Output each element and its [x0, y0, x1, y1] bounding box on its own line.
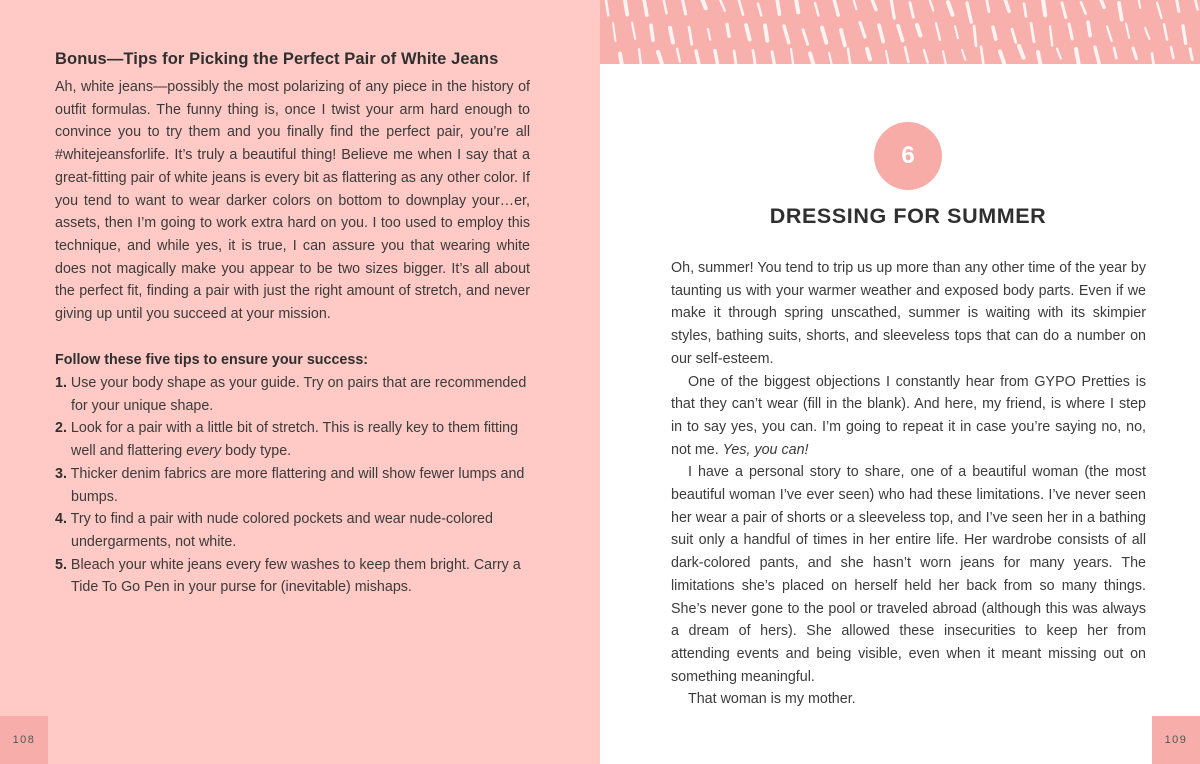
- body-text: One of the biggest objections I constantly hear from GYPO Pretties is that they can’t wear (fill in the blank). And here, my friend, is where I step in to say yes, you can. I’m going to repeat it in case you’re saying no, no, not me.: [671, 373, 1146, 458]
- brushstroke-mark: [1057, 48, 1061, 58]
- brushstroke-mark: [986, 0, 989, 12]
- brushstroke-mark: [1145, 28, 1150, 39]
- brushstroke-mark: [1081, 2, 1086, 13]
- tips-heading: Follow these five tips to ensure your success:: [55, 352, 369, 368]
- brushstroke-mark: [625, 0, 627, 14]
- body-paragraph: [671, 371, 1146, 462]
- brushstroke-mark: [784, 26, 789, 43]
- brushstroke-mark: [860, 23, 865, 37]
- brushstroke-mark: [1126, 24, 1129, 38]
- tip-item: [55, 372, 530, 417]
- brushstroke-mark: [1190, 49, 1192, 60]
- brushstroke-mark: [829, 53, 832, 64]
- brushstroke-mark: [1114, 48, 1116, 58]
- sidebar-intro: [55, 76, 530, 326]
- brushstroke-mark: [777, 0, 779, 14]
- brushstroke-pattern: [600, 0, 1200, 64]
- tip-text: Bleach your white jeans every few washes to keep them bright. Carry a Tide To Go Pen in your purse for (inevitable) mishaps.: [70, 556, 521, 596]
- brushstroke-mark: [639, 49, 641, 64]
- brushstroke-mark: [955, 26, 958, 38]
- brushstroke-mark: [1119, 3, 1122, 20]
- brushstroke-mark: [606, 0, 608, 15]
- brushstroke-mark: [803, 30, 808, 45]
- brushstroke-mark: [891, 0, 894, 18]
- brushstroke-mark: [848, 49, 851, 64]
- brushstroke-mark: [765, 25, 767, 40]
- body-paragraph: I have a personal story to share, one of a beautiful woman (the most beautiful woman I’ve ever seen) who had these limitations. I’ve never seen her wear a pair of shorts or a sleeveless top, and I’ve seen her in a bathing suit only a handful of times in her entire life. Her wardrobe consists of all dark-colored pants, and she hasn’t worn jeans for many years. The limitations she’s placed on herself held her back from so many things. She’s never gone to the pool or traveled abroad (although this was always a dream of hers). She allowed these insecurities to keep her from attending events and being visible, even when it meant missing out on something meaningful.: [671, 464, 1146, 685]
- tip-text: Thicker denim fabrics are more flattering and will show fewer lumps and bumps.: [70, 465, 525, 505]
- brushstroke-mark: [1171, 47, 1173, 58]
- brushstroke-mark: [993, 27, 996, 39]
- brushstroke-mark: [886, 51, 890, 64]
- brushstroke-mark: [739, 0, 743, 14]
- brushstroke-mark: [1100, 0, 1104, 7]
- chapter-number-badge: 6: [874, 122, 942, 190]
- brushstroke-mark: [644, 0, 647, 15]
- body-paragraph: That woman is my mother.: [688, 691, 856, 708]
- brushstroke-mark: [1157, 3, 1162, 18]
- tip-item: [55, 554, 530, 599]
- brushstroke-mark: [948, 2, 953, 15]
- brushstroke-mark: [962, 50, 965, 60]
- brushstroke-mark: [1043, 0, 1045, 15]
- brushstroke-mark: [1107, 26, 1112, 41]
- brushstroke-mark: [822, 28, 826, 43]
- brushstroke-mark: [1038, 52, 1042, 64]
- brushstroke-mark: [924, 50, 928, 62]
- brushstroke-mark: [1069, 24, 1072, 39]
- brushstroke-mark: [1183, 26, 1186, 43]
- brushstroke-mark: [872, 0, 876, 10]
- brushstroke-mark: [967, 3, 971, 22]
- tip-item: [55, 417, 530, 462]
- brushstroke-mark: [701, 0, 706, 8]
- brushstroke-mark: [727, 24, 729, 36]
- tip-number: 1.: [55, 375, 67, 391]
- tips-list: [55, 372, 530, 599]
- brushstroke-mark: [670, 28, 673, 43]
- brushstroke-mark: [841, 30, 845, 45]
- brushstroke-mark: [910, 3, 913, 17]
- brushstroke-mark: [796, 0, 798, 12]
- brushstroke-mark: [1195, 0, 1198, 9]
- brushstroke-mark: [689, 27, 692, 44]
- brushstroke-mark: [758, 4, 761, 16]
- brushstroke-mark: [1176, 0, 1179, 11]
- brushstroke-mark: [632, 23, 635, 39]
- brushstroke-mark: [696, 51, 700, 64]
- brushstroke-mark: [1088, 22, 1090, 35]
- brushstroke-mark: [753, 51, 755, 64]
- brushstroke-mark: [682, 0, 686, 14]
- brushstroke-mark: [1062, 3, 1066, 18]
- brushstroke-mark: [791, 49, 793, 64]
- brushstroke-mark: [879, 25, 883, 42]
- brushstroke-mark: [834, 0, 838, 15]
- tip-item: [55, 508, 530, 553]
- brushstroke-mark: [810, 53, 814, 64]
- brushstroke-mark: [613, 23, 615, 41]
- brushstroke-mark: [936, 23, 940, 40]
- tip-text-end: body type.: [221, 443, 292, 460]
- brushstroke-mark: [663, 0, 666, 13]
- brushstroke-mark: [1095, 47, 1099, 63]
- tip-number: 2.: [55, 420, 67, 437]
- brushstroke-mark: [651, 25, 653, 40]
- tip-number: 5.: [55, 556, 67, 573]
- tip-item: [55, 463, 530, 508]
- brushstroke-mark: [1031, 23, 1034, 41]
- tip-text: Try to find a pair with nude colored pockets and wear nude-colored undergarments, not white.: [70, 511, 493, 550]
- tip-emphasis: every: [186, 443, 222, 460]
- brushstroke-mark: [981, 47, 983, 63]
- brushstroke-mark: [1152, 54, 1154, 64]
- page-number-right: 109: [1152, 716, 1200, 764]
- brushstroke-mark: [658, 52, 662, 63]
- intro-paragraph: Ah, white jeans—possibly the most polarizing of any piece in the history of outfit formulas. The funny thing is, once I twist your arm hard enough to convince you to try them and you finally find the perfect pair, you’re all #whitejeansforlife. It’s truly a beautiful thing! Believe me when I say that a great-fitting pair of white jeans is every bit as flattering as any other color. If you tend to want to wear darker colors on bottom to downplay your…er, assets, then I’m going to work extra hard on you. I too used to employ this technique, and while yes, it is true, I can assure you that wearing white does not magically make you appear to be two sizes bigger. It’s all about the perfect fit, finding a pair with just the right amount of stretch, and never giving up until you succeed at your mission.: [55, 79, 530, 323]
- brushstroke-mark: [815, 3, 818, 15]
- brushstroke-mark: [1076, 49, 1079, 64]
- brushstroke-mark: [720, 0, 725, 11]
- body-paragraph: Oh, summer! You tend to trip us up more than any other time of the year by taunting us with your warmer weather and exposed body parts. Even if we make it through spring unscathed, summer is waiting with its skimpier styles, bathing suits, shorts, and sleeveless tops that can do a number on our self-esteem.: [671, 260, 1146, 367]
- right-page: [600, 0, 1200, 764]
- brushstroke-mark: [898, 26, 903, 41]
- body-emphasis: Yes, you can!: [722, 441, 809, 458]
- brushstroke-mark: [1000, 51, 1005, 64]
- brushstroke-mark: [677, 49, 680, 62]
- decorative-brushstroke-band: [600, 0, 1200, 64]
- brushstroke-mark: [772, 52, 776, 64]
- tip-number: 4.: [55, 511, 67, 528]
- brushstroke-mark: [1019, 46, 1024, 58]
- brushstroke-mark: [734, 51, 737, 64]
- brushstroke-mark: [943, 51, 946, 64]
- tip-number: 3.: [55, 465, 67, 482]
- brushstroke-mark: [853, 0, 856, 9]
- brushstroke-mark: [1005, 0, 1009, 11]
- brushstroke-mark: [1012, 29, 1016, 42]
- sidebar-title: Bonus—Tips for Picking the Perfect Pair of White Jeans: [55, 50, 499, 68]
- brushstroke-mark: [620, 54, 623, 64]
- brushstroke-mark: [1133, 48, 1136, 59]
- chapter-title: DRESSING FOR SUMMER: [769, 204, 1047, 228]
- brushstroke-mark: [715, 51, 717, 64]
- tip-text: Use your body shape as your guide. Try on pairs that are recommended for your unique shape.: [70, 375, 527, 414]
- brushstroke-mark: [867, 49, 870, 60]
- chapter-body: [671, 257, 1146, 711]
- brushstroke-mark: [746, 25, 750, 39]
- brushstroke-mark: [1138, 0, 1140, 8]
- brushstroke-mark: [917, 25, 920, 36]
- page-number-left: 108: [0, 716, 48, 764]
- brushstroke-mark: [929, 0, 933, 11]
- brushstroke-mark: [1164, 24, 1167, 39]
- brushstroke-mark: [905, 47, 908, 62]
- brushstroke-mark: [974, 26, 976, 46]
- tip-text: Look for a pair with a little bit of stretch. This is really key to them fitting well and flattering: [70, 420, 519, 460]
- brushstroke-mark: [1024, 4, 1026, 17]
- brushstroke-mark: [708, 29, 710, 40]
- brushstroke-mark: [1050, 27, 1052, 46]
